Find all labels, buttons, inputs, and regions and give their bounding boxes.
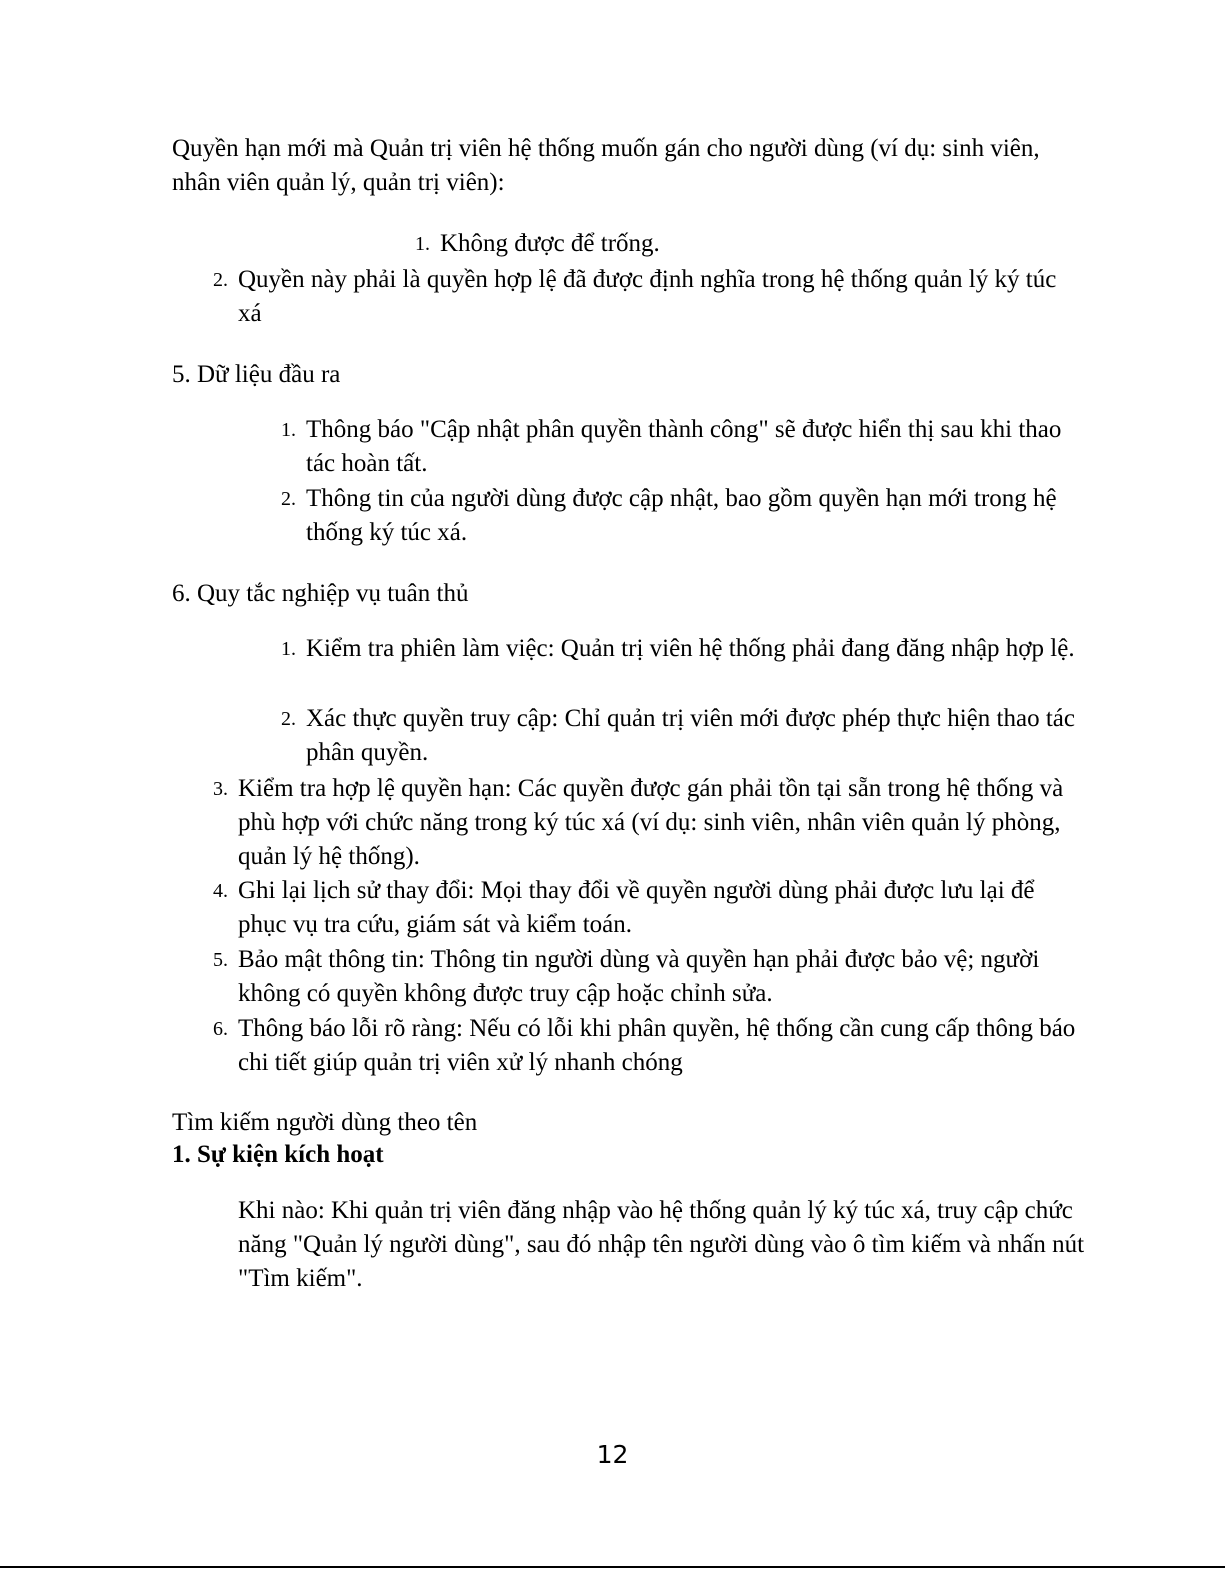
role-rule-item [415,227,1080,261]
list-text: Ghi lại lịch sử thay đổi: Mọi thay đổi về quyền người dùng phải được lưu lại để phục vụ tra cứu, giám sát và kiểm toán. [238,877,1035,938]
list-number: 2. [281,488,296,510]
list-text: Kiểm tra hợp lệ quyền hạn: Các quyền được gán phải tồn tại sẵn trong hệ thống và phù hợp với chức năng trong ký túc xá (ví dụ: sinh viên, nhân viên quản lý phòng, quản lý hệ thống). [238,775,1064,870]
list-text: Bảo mật thông tin: Thông tin người dùng và quyền hạn phải được bảo vệ; người không có quyền không được truy cập hoặc chỉnh sửa. [238,946,1040,1007]
list-text: Thông tin của người dùng được cập nhật, bao gồm quyền hạn mới trong hệ thống ký túc xá. [306,485,1057,546]
rule-item [281,702,1091,770]
list-number: 2. [281,708,296,730]
output-item [281,482,1076,550]
output-item [281,413,1076,481]
list-number: 1. [281,419,296,441]
list-number: 4. [213,880,228,902]
rule-item [213,943,1083,1011]
list-text: Xác thực quyền truy cập: Chỉ quản trị viên mới được phép thực hiện thao tác phân quyền. [306,705,1075,766]
search-usecase-title: Tìm kiếm người dùng theo tên [172,1109,478,1136]
list-number: 3. [213,778,228,800]
list-number: 2. [213,269,228,291]
list-number: 1. [281,638,296,660]
list-text: Quyền này phải là quyền hợp lệ đã được định nghĩa trong hệ thống quản lý ký túc xá [238,266,1057,327]
rule-item [213,772,1083,874]
trigger-heading: 1. Sự kiện kích hoạt [172,1141,384,1168]
page-bottom-rule [0,1566,1225,1568]
role-rule-item [213,263,1078,331]
list-text: Kiểm tra phiên làm việc: Quản trị viên hệ thống phải đang đăng nhập hợp lệ. [306,635,1075,662]
list-text: Không được để trống. [440,230,660,257]
page-number: 12 [596,1440,629,1469]
rule-item [213,874,1083,942]
intro-paragraph: Quyền hạn mới mà Quản trị viên hệ thống muốn gán cho người dùng (ví dụ: sinh viên, nhân viên quản lý, quản trị viên): [172,135,1040,196]
trigger-paragraph: Khi nào: Khi quản trị viên đăng nhập vào hệ thống quản lý ký túc xá, truy cập chức năng "Quản lý người dùng", sau đó nhập tên người dùng vào ô tìm kiếm và nhấn nút "Tìm kiếm". [238,1197,1085,1292]
list-number: 5. [213,949,228,971]
rule-item [281,632,1091,666]
rule-item [213,1012,1083,1080]
section-5-heading: 5. Dữ liệu đầu ra [172,361,341,388]
list-number: 1. [415,233,430,255]
list-text: Thông báo "Cập nhật phân quyền thành công" sẽ được hiển thị sau khi thao tác hoàn tất. [306,416,1062,477]
list-number: 6. [213,1018,228,1040]
section-6-heading: 6. Quy tắc nghiệp vụ tuân thủ [172,580,469,607]
list-text: Thông báo lỗi rõ ràng: Nếu có lỗi khi phân quyền, hệ thống cần cung cấp thông báo chi tiết giúp quản trị viên xử lý nhanh chóng [238,1015,1076,1076]
